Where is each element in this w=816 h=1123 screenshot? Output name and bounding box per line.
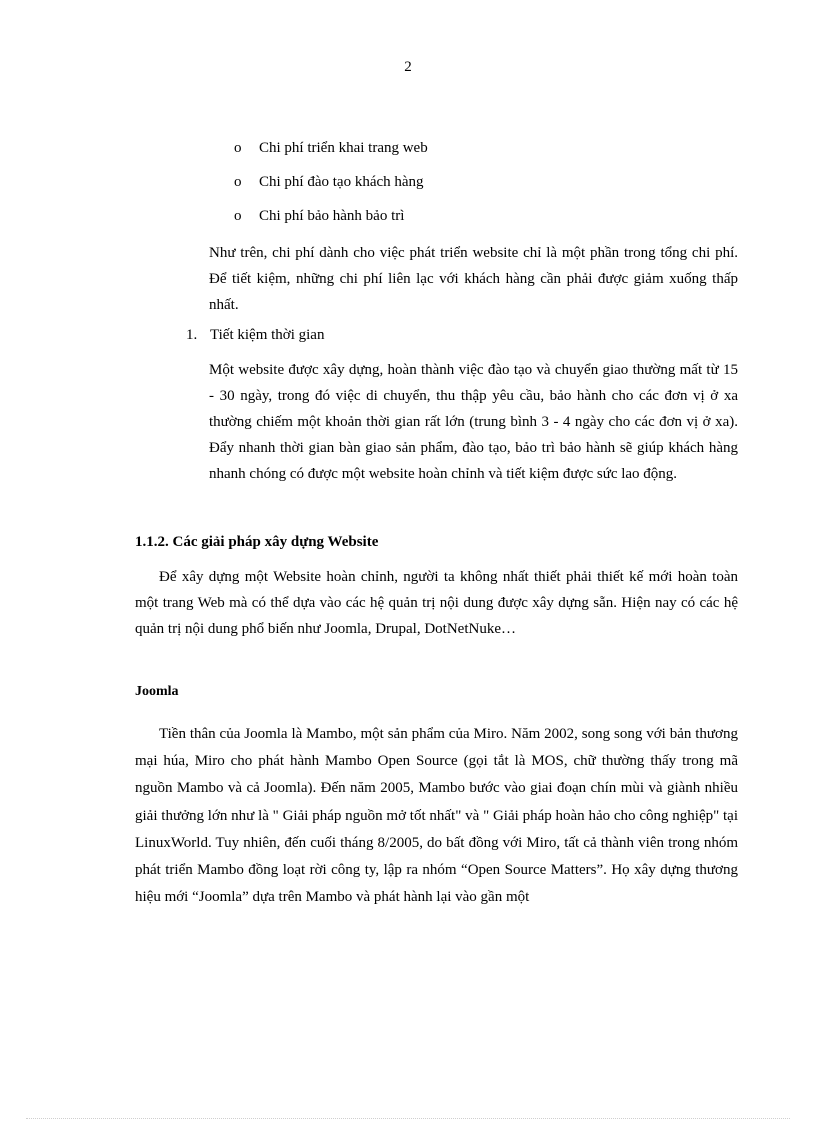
bullet-text: Chi phí triển khai trang web	[259, 140, 428, 156]
bullet-list	[234, 140, 734, 242]
page-bottom-divider	[26, 1118, 790, 1119]
joomla-heading: Joomla	[135, 684, 179, 699]
bullet-text: Chi phí bảo hành bảo trì	[259, 208, 405, 224]
bullet-marker: o	[234, 208, 242, 224]
bullet-marker: o	[234, 174, 242, 190]
section-heading: 1.1.2. Các giải pháp xây dựng Website	[135, 534, 379, 550]
bullet-text: Chi phí đào tạo khách hàng	[259, 174, 424, 190]
cost-summary-paragraph: Như trên, chi phí dành cho việc phát triển website chỉ là một phần trong tổng chi phí. Để tiết kiệm, những chi phí liên lạc với khách hàng cần phải được giảm xuống thấp nhất.	[209, 245, 738, 313]
list-item	[234, 140, 734, 174]
item-number: 1.	[186, 327, 198, 343]
time-saving-paragraph: Một website được xây dựng, hoàn thành việc đào tạo và chuyển giao thường mất từ 15 - 30 ngày, trong đó việc di chuyển, thu thập yêu cầu, bảo hành cho các đơn vị ở xa thường chiếm một khoản thời gian rất lớn (trung bình 3 - 4 ngày cho các đơn vị ở xa). Đẩy nhanh thời gian bàn giao sản phẩm, đào tạo, bảo trì bảo hành sẽ giúp khách hàng nhanh chóng có được một website hoàn chỉnh và tiết kiệm được sức lao động.	[209, 362, 738, 482]
numbered-item	[186, 327, 324, 344]
bullet-marker: o	[234, 140, 242, 156]
list-item	[234, 174, 734, 208]
list-item	[234, 208, 734, 242]
page-number: 2	[404, 59, 412, 75]
section-intro-paragraph: Để xây dựng một Website hoàn chỉnh, người ta không nhất thiết phải thiết kế mới hoàn toàn một trang Web mà có thể dựa vào các hệ quản trị nội dung được xây dựng sẵn. Hiện nay có các hệ quản trị nội dung phổ biến như Joomla, Drupal, DotNetNuke…	[135, 569, 738, 637]
joomla-paragraph: Tiền thân của Joomla là Mambo, một sản phẩm của Miro. Năm 2002, song song với bản thương mại húa, Miro cho phát hành Mambo Open Source (gọi tắt là MOS, chữ thường thấy trong mã nguồn Mambo và cả Joomla). Đến năm 2005, Mambo bước vào giai đoạn chín mùi và giành nhiều giải thưởng lớn như là " Giải pháp nguồn mở tốt nhất" và " Giải pháp hoàn hảo cho công nghiệp" tại LinuxWorld. Tuy nhiên, đến cuối tháng 8/2005, do bất đồng với Miro, tất cả thành viên trong nhóm phát triển Mambo đồng loạt rời công ty, lập ra nhóm “Open Source Matters”. Họ xây dựng thương hiệu mới “Joomla” dựa trên Mambo và phát hành lại vào gần một	[135, 726, 738, 906]
item-label: Tiết kiệm thời gian	[210, 327, 325, 343]
